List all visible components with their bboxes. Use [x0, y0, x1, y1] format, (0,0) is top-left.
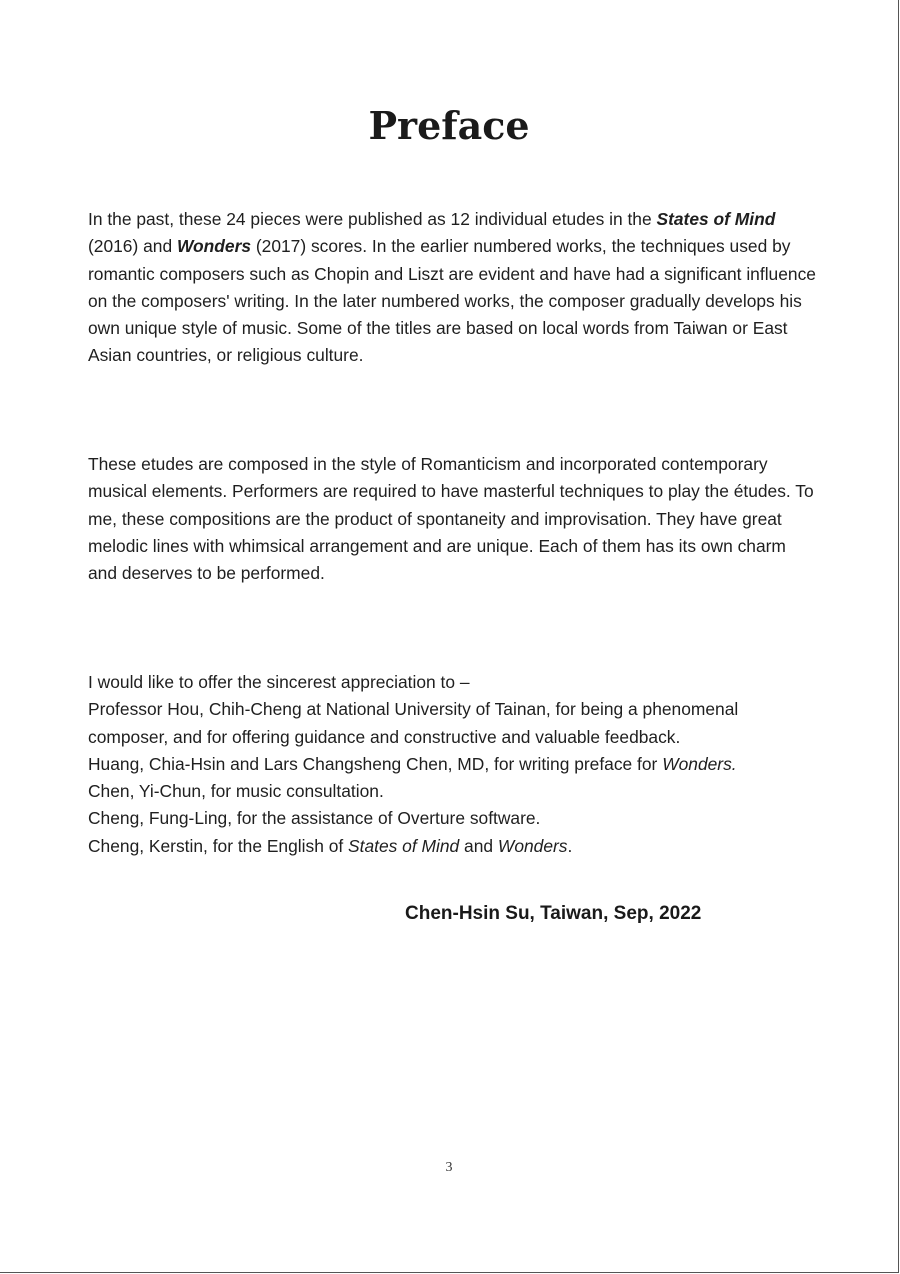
states-of-mind-title: States of Mind	[656, 209, 776, 229]
paragraph-style: These etudes are composed in the style of Romanticism and incorporated contemporary musical elements. Performers are required to have masterful techniques to play the études. To me, these compositions are the product of spontaneity and improvisation. They have great melodic lines with whimsical arrangement and are unique. Each of them has its own charm and deserves to be performed.	[88, 454, 814, 584]
acknowledgement-huang-chen	[88, 751, 818, 778]
paragraph-history-text-2: (2016) and	[88, 236, 177, 257]
wonders-title-italic: Wonders.	[662, 753, 737, 774]
signature: Chen-Hsin Su, Taiwan, Sep, 2022	[405, 903, 702, 924]
paragraph-history-text-3: (2017) scores. In the earlier numbered works, the techniques used by romantic composers such as Chopin and Liszt are evident and have had a significant influence on the composers' writing. In the later numbered works, the composer gradually develops his own unique style of music. Some of the titles are based on local words from Taiwan or East Asian countries, or religious culture.	[88, 236, 816, 366]
paragraph-history-text-1: In the past, these 24 pieces were published as 12 individual etudes in the	[88, 209, 657, 229]
acknowledgement-cheng-fung-ling: Cheng, Fung-Ling, for the assistance of Overture software.	[88, 808, 541, 829]
wonders-title: Wonders	[176, 236, 252, 257]
acknowledgement-period: .	[567, 835, 573, 856]
acknowledgement-cheng-kerstin-text: Cheng, Kerstin, for the English of	[88, 835, 349, 856]
wonders-title-italic-2: Wonders	[497, 835, 568, 856]
acknowledgement-chen-yi-chun: Chen, Yi-Chun, for music consultation.	[88, 781, 384, 802]
states-of-mind-title-italic: States of Mind	[348, 835, 460, 856]
acknowledgement-huang-chen-text: Huang, Chia-Hsin and Lars Changsheng Chen, MD, for writing preface for	[88, 753, 663, 774]
page-number: 3	[445, 1160, 453, 1175]
acknowledgements	[88, 669, 818, 860]
acknowledgements-intro: I would like to offer the sincerest appreciation to –	[88, 672, 470, 692]
acknowledgement-hou: Professor Hou, Chih-Cheng at National University of Tainan, for being a phenomenal composer, and for offering guidance and constructive and valuable feedback.	[88, 699, 739, 747]
page-title: Preface	[368, 103, 530, 148]
acknowledgement-and: and	[459, 835, 498, 856]
paragraph-history	[88, 206, 818, 370]
acknowledgement-cheng-kerstin	[88, 833, 818, 860]
